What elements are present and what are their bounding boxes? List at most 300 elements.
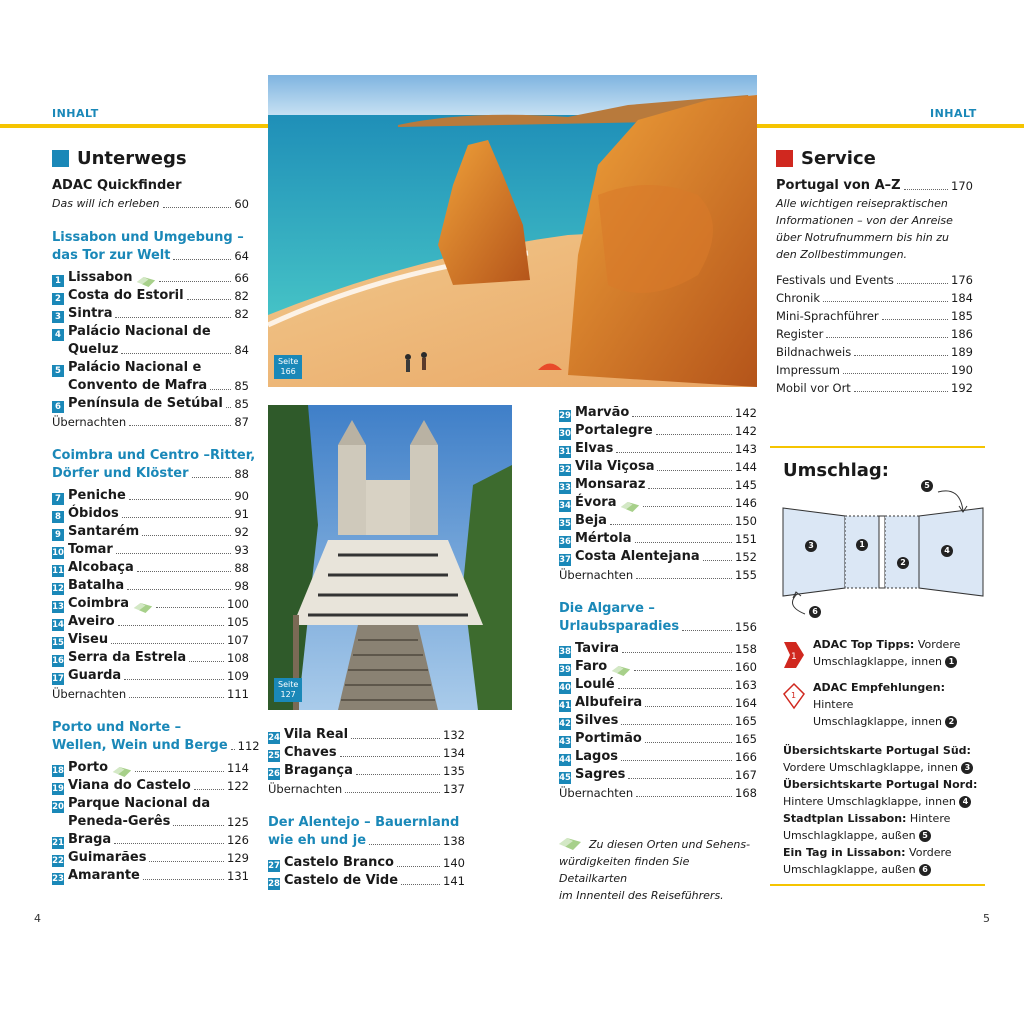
dots	[127, 589, 231, 590]
toc-item[interactable]	[52, 305, 249, 323]
item-number-badge: 19	[52, 784, 64, 794]
service-main-label: Portugal von A–Z	[776, 178, 901, 193]
page-number: 160	[735, 660, 757, 674]
dots	[189, 661, 224, 662]
item-number-badge: 43	[559, 737, 571, 747]
toc-item[interactable]	[268, 762, 465, 780]
page-number: 82	[234, 289, 249, 303]
seite-label: Seite	[278, 357, 299, 366]
service-item-label: Chronik	[776, 291, 820, 305]
item-label: Parque Nacional da	[68, 796, 211, 811]
dots	[129, 499, 232, 500]
dots	[401, 884, 440, 885]
overnight-row[interactable]	[559, 566, 757, 584]
page-number: 163	[735, 678, 757, 692]
umschlag-note	[783, 776, 983, 793]
item-number-badge: 1	[52, 275, 64, 287]
service-item[interactable]	[776, 271, 973, 289]
region-title-line1: Die Algarve –	[559, 601, 655, 616]
region-title-line2: Dörfer und Klöster	[52, 466, 189, 481]
toc-item[interactable]	[559, 748, 757, 766]
dots	[122, 517, 232, 518]
service-desc	[776, 195, 973, 263]
page-number: 93	[234, 543, 249, 557]
toc-item[interactable]	[52, 777, 249, 795]
section-title: Unterwegs	[77, 147, 187, 169]
toc-item[interactable]	[52, 831, 249, 849]
umschlag-notes	[783, 742, 983, 878]
page-number: 91	[234, 507, 249, 521]
toc-item[interactable]	[52, 613, 249, 631]
right-middle-column	[559, 404, 757, 802]
toc-item[interactable]	[559, 404, 757, 422]
quickfinder-row[interactable]	[52, 195, 249, 213]
toc-item[interactable]	[559, 476, 757, 494]
page-number: 142	[735, 424, 757, 438]
service-item[interactable]	[776, 361, 973, 379]
service-item[interactable]	[776, 307, 973, 325]
note-bold: Stadtplan Lissabon:	[783, 812, 907, 825]
map-icon	[112, 767, 132, 777]
page-number: 109	[227, 669, 249, 683]
section-title: Service	[801, 147, 876, 169]
dots	[210, 389, 231, 390]
header-label-right: INHALT	[930, 107, 977, 120]
dots	[632, 416, 732, 417]
region-title[interactable]	[268, 814, 465, 850]
dots	[843, 373, 948, 374]
toc-item[interactable]	[52, 541, 249, 559]
page-number: 168	[735, 786, 757, 800]
footnote-line1: Zu diesen Orten und Sehens-	[589, 838, 751, 851]
umschlag-rule-bottom	[770, 884, 985, 886]
toc-item[interactable]	[52, 559, 249, 577]
map-icon	[559, 838, 581, 850]
dots	[703, 560, 732, 561]
dots	[116, 553, 232, 554]
item-number-badge: 34	[559, 501, 571, 511]
item-number-badge: 33	[559, 483, 571, 493]
dots	[345, 792, 440, 793]
dots	[854, 355, 948, 356]
toc-item[interactable]	[559, 530, 757, 548]
toc-item[interactable]	[559, 440, 757, 458]
item-label: Palácio Nacional e	[68, 360, 202, 375]
toc-item[interactable]	[52, 759, 249, 777]
page-number: 158	[735, 642, 757, 656]
page-number: 134	[443, 746, 465, 760]
item-label: Marvão	[575, 405, 630, 420]
overnight-row[interactable]	[52, 413, 249, 431]
umschlag-rule-top	[770, 446, 985, 448]
toc-item[interactable]	[559, 658, 757, 676]
dots	[173, 825, 224, 826]
page-number: 66	[234, 271, 249, 285]
region-title[interactable]	[52, 719, 260, 755]
page-number: 64	[234, 249, 249, 263]
page-number-right: 5	[983, 912, 990, 925]
item-number-badge: 12	[52, 584, 64, 594]
page-number: 135	[443, 764, 465, 778]
item-number-badge: 37	[559, 555, 571, 565]
service-item-label: Register	[776, 327, 824, 341]
page-number: 108	[227, 651, 249, 665]
item-number-badge: 32	[559, 465, 571, 475]
overnight-label: Übernachten	[559, 786, 634, 800]
item-number-badge: 39	[559, 665, 571, 675]
dots	[118, 625, 224, 626]
page-number: 90	[234, 489, 249, 503]
dots	[149, 861, 224, 862]
cover-marker-4: 4	[941, 545, 953, 557]
umschlag-title: Umschlag:	[783, 460, 889, 481]
toc-item[interactable]	[52, 849, 249, 867]
footnote-line3: im Innenteil des Reiseführers.	[559, 889, 724, 902]
item-number-badge: 3	[52, 311, 64, 323]
toc-item[interactable]	[559, 458, 757, 476]
page-number: 176	[951, 273, 973, 287]
dots	[129, 425, 231, 426]
service-item[interactable]	[776, 325, 973, 343]
middle-column	[268, 726, 465, 890]
item-label: Portalegre	[575, 423, 653, 438]
toc-item[interactable]	[268, 854, 465, 872]
note-rest: Vordere	[905, 846, 952, 859]
map-footnote	[559, 836, 759, 904]
toc-item[interactable]	[52, 269, 249, 287]
dots	[397, 866, 440, 867]
cover-marker-2: 2	[897, 557, 909, 569]
dots	[115, 317, 231, 318]
toc-item[interactable]	[52, 487, 249, 505]
item-number-badge: 26	[268, 769, 280, 779]
page-number: 150	[735, 514, 757, 528]
page-number: 185	[951, 309, 973, 323]
dots	[159, 281, 231, 282]
toc-item[interactable]	[268, 744, 465, 762]
dots	[137, 571, 232, 572]
item-label: Castelo de Vide	[284, 873, 399, 888]
item-number-badge: 16	[52, 656, 64, 666]
item-label: Monsaraz	[575, 477, 646, 492]
page-number: 100	[227, 597, 249, 611]
red-square-icon	[776, 150, 793, 167]
item-number-badge: 27	[268, 861, 280, 871]
item-label: Guimarães	[68, 850, 147, 865]
page-number: 142	[735, 406, 757, 420]
dots	[618, 688, 732, 689]
overnight-label: Übernachten	[52, 687, 127, 701]
service-item[interactable]	[776, 343, 973, 361]
dots	[610, 524, 732, 525]
item-number-badge: 22	[52, 856, 64, 866]
item-label: Guarda	[68, 668, 122, 683]
region-lissabon	[52, 229, 249, 431]
region-title[interactable]	[559, 600, 757, 636]
circle-number-icon: 3	[961, 762, 973, 774]
note-line: Hintere Umschlagklappe, innen	[783, 795, 956, 808]
toc-item[interactable]	[268, 872, 465, 890]
dots	[621, 724, 732, 725]
toc-item[interactable]	[559, 548, 757, 566]
toc-item[interactable]	[268, 726, 465, 744]
page-number: 126	[227, 833, 249, 847]
toc-item[interactable]	[559, 676, 757, 694]
overnight-row[interactable]	[559, 784, 757, 802]
page-number: 141	[443, 874, 465, 888]
circle-number-icon: 5	[919, 830, 931, 842]
toc-item[interactable]	[559, 640, 757, 658]
toc-item[interactable]	[559, 694, 757, 712]
header-label-left: INHALT	[52, 107, 99, 120]
region-porto	[52, 719, 260, 885]
region-title[interactable]	[52, 447, 256, 483]
item-label: Coimbra	[68, 596, 129, 611]
dots	[635, 542, 733, 543]
top-tipp-icon	[782, 640, 806, 670]
region-title-line2: Urlaubsparadies	[559, 619, 680, 634]
item-number-badge: 6	[52, 401, 64, 413]
page-number: 131	[227, 869, 249, 883]
item-label: Palácio Nacional de	[68, 324, 211, 339]
item-label: Santarém	[68, 524, 140, 539]
note-rest: Vordere	[914, 638, 961, 651]
item-number-badge: 21	[52, 838, 64, 848]
item-label: Costa Alentejana	[575, 549, 700, 564]
dots	[114, 843, 224, 844]
item-label: Porto	[68, 760, 109, 775]
service-item[interactable]	[776, 379, 973, 397]
umschlag-note	[783, 742, 983, 759]
toc-item[interactable]	[559, 712, 757, 730]
item-label: Faro	[575, 659, 608, 674]
toc-item[interactable]	[559, 494, 757, 512]
dots	[192, 477, 232, 478]
dots	[636, 578, 732, 579]
header-rule-left	[0, 124, 268, 128]
footnote-line2: würdigkeiten finden Sie Detailkarten	[559, 855, 690, 885]
service-item[interactable]	[776, 289, 973, 307]
item-label-cont: Peneda-Gerês	[68, 814, 171, 829]
dots	[226, 407, 231, 408]
toc-item[interactable]	[52, 395, 249, 413]
note-bold: Übersichtskarte Portugal Süd:	[783, 744, 971, 757]
overnight-label: Übernachten	[52, 415, 127, 429]
toc-item[interactable]	[559, 730, 757, 748]
dots	[163, 207, 232, 208]
note-bold: Ein Tag in Lissabon:	[783, 846, 906, 859]
page-number: 165	[735, 732, 757, 746]
service-item-label: Mini-Sprachführer	[776, 309, 879, 323]
circle-number-icon: 2	[945, 716, 957, 728]
item-number-badge: 30	[559, 429, 571, 439]
page-number: 164	[735, 696, 757, 710]
dots	[143, 879, 224, 880]
dots	[111, 643, 224, 644]
item-number-badge: 17	[52, 674, 64, 684]
service-item-label: Impressum	[776, 363, 840, 377]
item-label: Beja	[575, 513, 607, 528]
item-label: Aveiro	[68, 614, 115, 629]
overnight-row[interactable]	[52, 685, 249, 703]
middle-items	[268, 726, 465, 780]
item-label: Sintra	[68, 306, 113, 321]
page-number: 151	[735, 532, 757, 546]
quickfinder-title-row[interactable]	[52, 177, 249, 195]
dots	[648, 488, 732, 489]
item-number-badge: 31	[559, 447, 571, 457]
item-number-badge: 8	[52, 511, 64, 523]
page-number: 192	[951, 381, 973, 395]
page-number: 143	[735, 442, 757, 456]
quickfinder-sub: Das will ich erleben	[52, 197, 160, 210]
map-icon	[611, 666, 631, 676]
dots	[616, 452, 732, 453]
item-label: Vila Real	[284, 727, 349, 742]
toc-item[interactable]	[559, 766, 757, 784]
service-main-row[interactable]	[776, 177, 973, 195]
toc-item[interactable]	[559, 422, 757, 440]
page-number: 145	[735, 478, 757, 492]
toc-item[interactable]	[52, 287, 249, 305]
service-items	[776, 271, 973, 397]
item-number-badge: 45	[559, 773, 571, 783]
region-title-line2: das Tor zur Welt	[52, 248, 171, 263]
page-number: 138	[443, 834, 465, 848]
toc-item[interactable]	[52, 577, 249, 595]
dots	[656, 434, 732, 435]
page-number: 132	[443, 728, 465, 742]
svg-text:1: 1	[791, 691, 797, 700]
item-number-badge: 44	[559, 755, 571, 765]
toc-item-cont[interactable]	[52, 813, 249, 831]
item-label: Mértola	[575, 531, 632, 546]
page-number: 129	[227, 851, 249, 865]
circle-number-icon: 4	[959, 796, 971, 808]
item-label: Óbidos	[68, 506, 119, 521]
toc-item[interactable]	[52, 631, 249, 649]
page-number: 122	[227, 779, 249, 793]
service-item-label: Mobil vor Ort	[776, 381, 851, 395]
page-number: 111	[227, 687, 249, 701]
item-number-badge: 41	[559, 701, 571, 711]
item-number-badge: 5	[52, 365, 64, 377]
item-label: Lagos	[575, 749, 619, 764]
toc-item[interactable]	[52, 523, 249, 541]
desc-line: Informationen – von der Anreise	[776, 214, 953, 227]
page-number: 82	[234, 307, 249, 321]
page-number: 189	[951, 345, 973, 359]
toc-item[interactable]	[52, 667, 249, 685]
item-label: Loulé	[575, 677, 615, 692]
overnight-row[interactable]	[268, 780, 465, 798]
dots	[897, 283, 948, 284]
item-label: Alcobaça	[68, 560, 134, 575]
note-bold: Übersichtskarte Portugal Nord:	[783, 778, 978, 791]
dots	[129, 697, 224, 698]
seite-label: Seite	[278, 680, 299, 689]
dots	[231, 749, 235, 750]
map-icon	[620, 502, 640, 512]
dots	[356, 774, 440, 775]
note-rest: Hintere	[906, 812, 951, 825]
item-number-badge: 10	[52, 548, 64, 558]
item-label: Sagres	[575, 767, 626, 782]
item-label: Serra da Estrela	[68, 650, 187, 665]
note-line: Umschlagklappe, außen	[783, 863, 916, 876]
toc-item[interactable]	[52, 359, 249, 377]
item-number-badge: 20	[52, 802, 64, 812]
dots	[369, 844, 440, 845]
region-title-line2: wie eh und je	[268, 833, 367, 848]
item-label: Batalha	[68, 578, 125, 593]
beach-photo	[268, 75, 757, 387]
item-number-badge: 25	[268, 751, 280, 761]
seite-page: 127	[280, 690, 296, 699]
toc-item[interactable]	[559, 512, 757, 530]
cover-marker-5: 5	[921, 480, 933, 492]
note-bold: ADAC Top Tipps:	[813, 638, 915, 651]
region-algarve	[559, 600, 757, 802]
toc-item-cont[interactable]	[52, 341, 249, 359]
item-label-cont: Queluz	[68, 342, 119, 357]
region-title-line1: Der Alentejo – Bauernland	[268, 815, 460, 830]
note-rest: Hintere	[813, 698, 854, 711]
desc-line: den Zollbestimmungen.	[776, 248, 908, 261]
dots	[621, 760, 732, 761]
toc-item[interactable]	[52, 649, 249, 667]
note-line: Umschlagklappe, innen	[813, 655, 942, 668]
region-title[interactable]	[52, 229, 249, 265]
dots	[657, 470, 732, 471]
item-number-badge: 9	[52, 529, 64, 541]
toc-item[interactable]	[52, 505, 249, 523]
dots	[135, 771, 224, 772]
rc-items	[559, 404, 757, 566]
item-number-badge: 29	[559, 411, 571, 421]
page-number: 92	[234, 525, 249, 539]
page-number: 144	[735, 460, 757, 474]
dots	[854, 391, 948, 392]
section-unterwegs	[52, 147, 249, 169]
section-service	[776, 147, 973, 169]
item-label: Costa do Estoril	[68, 288, 184, 303]
dots	[823, 301, 948, 302]
service-item-label: Bildnachweis	[776, 345, 852, 359]
toc-item[interactable]	[52, 867, 249, 885]
item-label: Peniche	[68, 488, 126, 503]
toc-item-cont[interactable]	[52, 377, 249, 395]
item-number-badge: 13	[52, 602, 64, 612]
seite-page: 166	[280, 367, 296, 376]
dots	[156, 607, 224, 608]
note-bold: ADAC Empfehlungen:	[813, 681, 945, 694]
toc-item[interactable]	[52, 595, 249, 613]
item-number-badge: 36	[559, 537, 571, 547]
item-number-badge: 15	[52, 638, 64, 648]
page-number: 98	[234, 579, 249, 593]
church-photo	[268, 405, 512, 710]
item-number-badge: 35	[559, 519, 571, 529]
item-number-badge: 4	[52, 329, 64, 341]
toc-item[interactable]	[52, 795, 249, 813]
cover-marker-3: 3	[805, 540, 817, 552]
item-label: Tavira	[575, 641, 620, 656]
toc-item[interactable]	[52, 323, 249, 341]
item-label: Braga	[68, 832, 112, 847]
page-number: 84	[234, 343, 249, 357]
page-number: 112	[237, 739, 260, 753]
